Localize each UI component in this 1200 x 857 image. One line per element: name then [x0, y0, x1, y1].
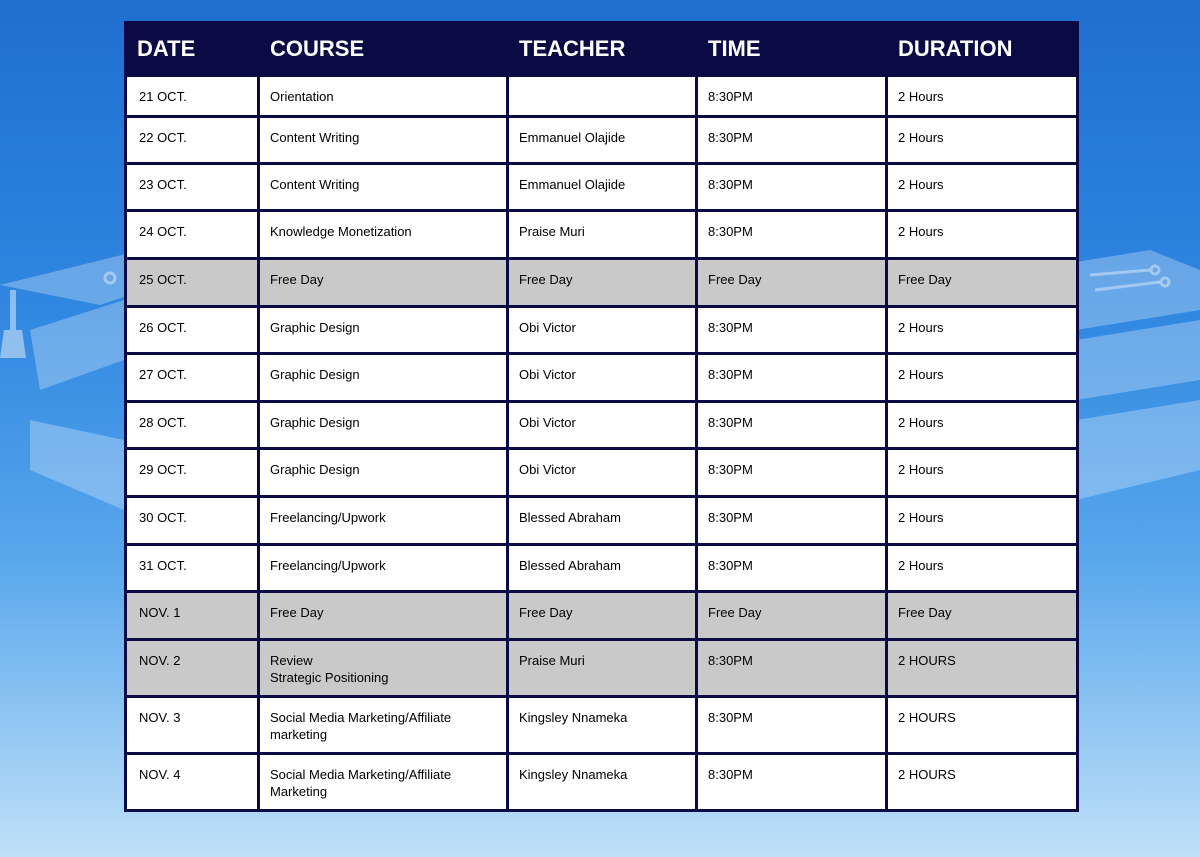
cell-time [697, 307, 887, 354]
cell-text: Social Media Marketing/Affiliate [270, 767, 452, 782]
cell-course [259, 497, 508, 545]
cell-date [126, 164, 259, 211]
cell-text: Kingsley Nnameka [519, 710, 628, 725]
cell-date [126, 592, 259, 640]
cell-time [697, 754, 887, 811]
table-row [126, 117, 1078, 164]
cell-date [126, 640, 259, 697]
cell-text: Free Day [519, 272, 573, 287]
cell-time [697, 354, 887, 402]
table-row [126, 449, 1078, 497]
cell-text: Obi Victor [519, 320, 576, 335]
cell-course [259, 697, 508, 754]
cell-text: Graphic Design [270, 462, 360, 477]
cell-text: Graphic Design [270, 320, 360, 335]
cell-text: 2 Hours [898, 510, 944, 525]
cell-course [259, 76, 508, 117]
table-row [126, 545, 1078, 592]
table-row [126, 259, 1078, 307]
cell-text: Free Day [270, 605, 324, 620]
table-row [126, 697, 1078, 754]
cell-text: 2 Hours [898, 320, 944, 335]
cell-teacher [508, 497, 697, 545]
cell-text: Knowledge Monetization [270, 224, 412, 239]
cell-duration [887, 640, 1078, 697]
cell-teacher [508, 402, 697, 449]
header-row [126, 23, 1078, 76]
cell-duration [887, 354, 1078, 402]
cell-time [697, 545, 887, 592]
cell-text: marketing [270, 727, 328, 742]
cell-course [259, 211, 508, 259]
cell-duration [887, 76, 1078, 117]
cell-text: 22 OCT. [139, 130, 187, 145]
table-row [126, 402, 1078, 449]
cell-course [259, 354, 508, 402]
cell-teacher [508, 76, 697, 117]
cell-course [259, 117, 508, 164]
cell-date [126, 545, 259, 592]
cell-text: 8:30PM [708, 367, 753, 382]
cell-text: 2 Hours [898, 558, 944, 573]
cell-teacher [508, 259, 697, 307]
cell-course [259, 307, 508, 354]
cell-text: Praise Muri [519, 653, 585, 668]
cell-text: 24 OCT. [139, 224, 187, 239]
cell-text: 2 Hours [898, 224, 944, 239]
cell-text: Review [270, 653, 313, 668]
cell-course [259, 164, 508, 211]
cell-text: 8:30PM [708, 710, 753, 725]
cell-date [126, 117, 259, 164]
cell-duration [887, 545, 1078, 592]
cell-duration [887, 697, 1078, 754]
cell-text: Graphic Design [270, 415, 360, 430]
cell-duration [887, 402, 1078, 449]
table-row [126, 164, 1078, 211]
cell-date [126, 697, 259, 754]
cell-teacher [508, 545, 697, 592]
schedule-body [126, 76, 1078, 811]
table-row [126, 354, 1078, 402]
cell-text: 2 Hours [898, 177, 944, 192]
cell-text: 30 OCT. [139, 510, 187, 525]
table-row [126, 592, 1078, 640]
cell-teacher [508, 354, 697, 402]
cell-text: 2 HOURS [898, 710, 956, 725]
table-row [126, 76, 1078, 117]
cell-text: Emmanuel Olajide [519, 177, 626, 192]
cell-time [697, 259, 887, 307]
cell-text: Freelancing/Upwork [270, 558, 386, 573]
cell-duration [887, 259, 1078, 307]
cell-duration [887, 754, 1078, 811]
cell-text: 2 Hours [898, 130, 944, 145]
cell-text: 8:30PM [708, 320, 753, 335]
cell-text: 26 OCT. [139, 320, 187, 335]
cell-time [697, 592, 887, 640]
cell-date [126, 402, 259, 449]
cell-text: 27 OCT. [139, 367, 187, 382]
cell-teacher [508, 211, 697, 259]
cell-date [126, 76, 259, 117]
cell-duration [887, 449, 1078, 497]
cell-text: Graphic Design [270, 367, 360, 382]
cell-text: 8:30PM [708, 224, 753, 239]
header-course: COURSE [259, 23, 508, 76]
cell-teacher [508, 164, 697, 211]
cell-text: Marketing [270, 784, 328, 799]
cell-time [697, 402, 887, 449]
cell-time [697, 697, 887, 754]
cell-text: Free Day [519, 605, 573, 620]
cell-text: Free Day [270, 272, 324, 287]
schedule-table [124, 21, 1079, 812]
cell-time [697, 117, 887, 164]
cell-text: 8:30PM [708, 415, 753, 430]
header-time: TIME [697, 23, 887, 76]
cell-text: 2 Hours [898, 367, 944, 382]
cell-text: NOV. 1 [139, 605, 181, 620]
cell-text: Blessed Abraham [519, 510, 621, 525]
table-row [126, 211, 1078, 259]
table-row [126, 497, 1078, 545]
cell-date [126, 259, 259, 307]
cell-date [126, 449, 259, 497]
cell-text: Blessed Abraham [519, 558, 621, 573]
header-date: DATE [126, 23, 259, 76]
cell-date [126, 354, 259, 402]
cell-text: 29 OCT. [139, 462, 187, 477]
cell-duration [887, 307, 1078, 354]
cell-text: Obi Victor [519, 415, 576, 430]
header-teacher: TEACHER [508, 23, 697, 76]
cell-text: 8:30PM [708, 130, 753, 145]
cell-text: Strategic Positioning [270, 670, 389, 685]
cell-text: 8:30PM [708, 558, 753, 573]
cell-duration [887, 497, 1078, 545]
cell-text: Freelancing/Upwork [270, 510, 386, 525]
cell-text: 2 HOURS [898, 767, 956, 782]
table-row [126, 307, 1078, 354]
cell-text: NOV. 4 [139, 767, 181, 782]
cell-teacher [508, 640, 697, 697]
cell-course [259, 545, 508, 592]
cell-date [126, 211, 259, 259]
cell-time [697, 211, 887, 259]
cell-text: Kingsley Nnameka [519, 767, 628, 782]
cell-text: 2 Hours [898, 89, 944, 104]
cell-teacher [508, 117, 697, 164]
cell-text: Free Day [898, 272, 952, 287]
cell-text: 25 OCT. [139, 272, 187, 287]
cell-text: 2 Hours [898, 462, 944, 477]
header-duration: DURATION [887, 23, 1078, 76]
cell-text: Emmanuel Olajide [519, 130, 626, 145]
cell-text: 2 Hours [898, 415, 944, 430]
cell-time [697, 164, 887, 211]
cell-teacher [508, 697, 697, 754]
cell-text: Praise Muri [519, 224, 585, 239]
cell-course [259, 449, 508, 497]
cell-text: NOV. 2 [139, 653, 181, 668]
cell-text: Content Writing [270, 130, 360, 145]
cell-date [126, 497, 259, 545]
cell-text: Orientation [270, 89, 334, 104]
cell-text: 21 OCT. [139, 89, 187, 104]
cell-text: 8:30PM [708, 653, 753, 668]
cell-text: 8:30PM [708, 767, 753, 782]
cell-duration [887, 592, 1078, 640]
cell-date [126, 307, 259, 354]
cell-text: 28 OCT. [139, 415, 187, 430]
cell-text: 23 OCT. [139, 177, 187, 192]
cell-duration [887, 211, 1078, 259]
cell-time [697, 449, 887, 497]
cell-text: 8:30PM [708, 462, 753, 477]
cell-text: Free Day [708, 272, 762, 287]
cell-text: Content Writing [270, 177, 360, 192]
table-row [126, 640, 1078, 697]
cell-text: Social Media Marketing/Affiliate [270, 710, 452, 725]
cell-teacher [508, 592, 697, 640]
cell-text: Obi Victor [519, 367, 576, 382]
cell-course [259, 754, 508, 811]
cell-text: 8:30PM [708, 510, 753, 525]
cell-course [259, 640, 508, 697]
cell-text: 2 HOURS [898, 653, 956, 668]
cell-duration [887, 117, 1078, 164]
cell-duration [887, 164, 1078, 211]
cell-text: Obi Victor [519, 462, 576, 477]
cell-date [126, 754, 259, 811]
cell-course [259, 592, 508, 640]
cell-text: Free Day [898, 605, 952, 620]
cell-time [697, 497, 887, 545]
cell-text: 31 OCT. [139, 558, 187, 573]
table-row [126, 754, 1078, 811]
cell-teacher [508, 449, 697, 497]
cell-text: NOV. 3 [139, 710, 181, 725]
cell-teacher [508, 754, 697, 811]
cell-text: 8:30PM [708, 89, 753, 104]
cell-course [259, 259, 508, 307]
cell-teacher [508, 307, 697, 354]
cell-text: Free Day [708, 605, 762, 620]
cell-text: 8:30PM [708, 177, 753, 192]
cell-course [259, 402, 508, 449]
cell-time [697, 76, 887, 117]
cell-time [697, 640, 887, 697]
